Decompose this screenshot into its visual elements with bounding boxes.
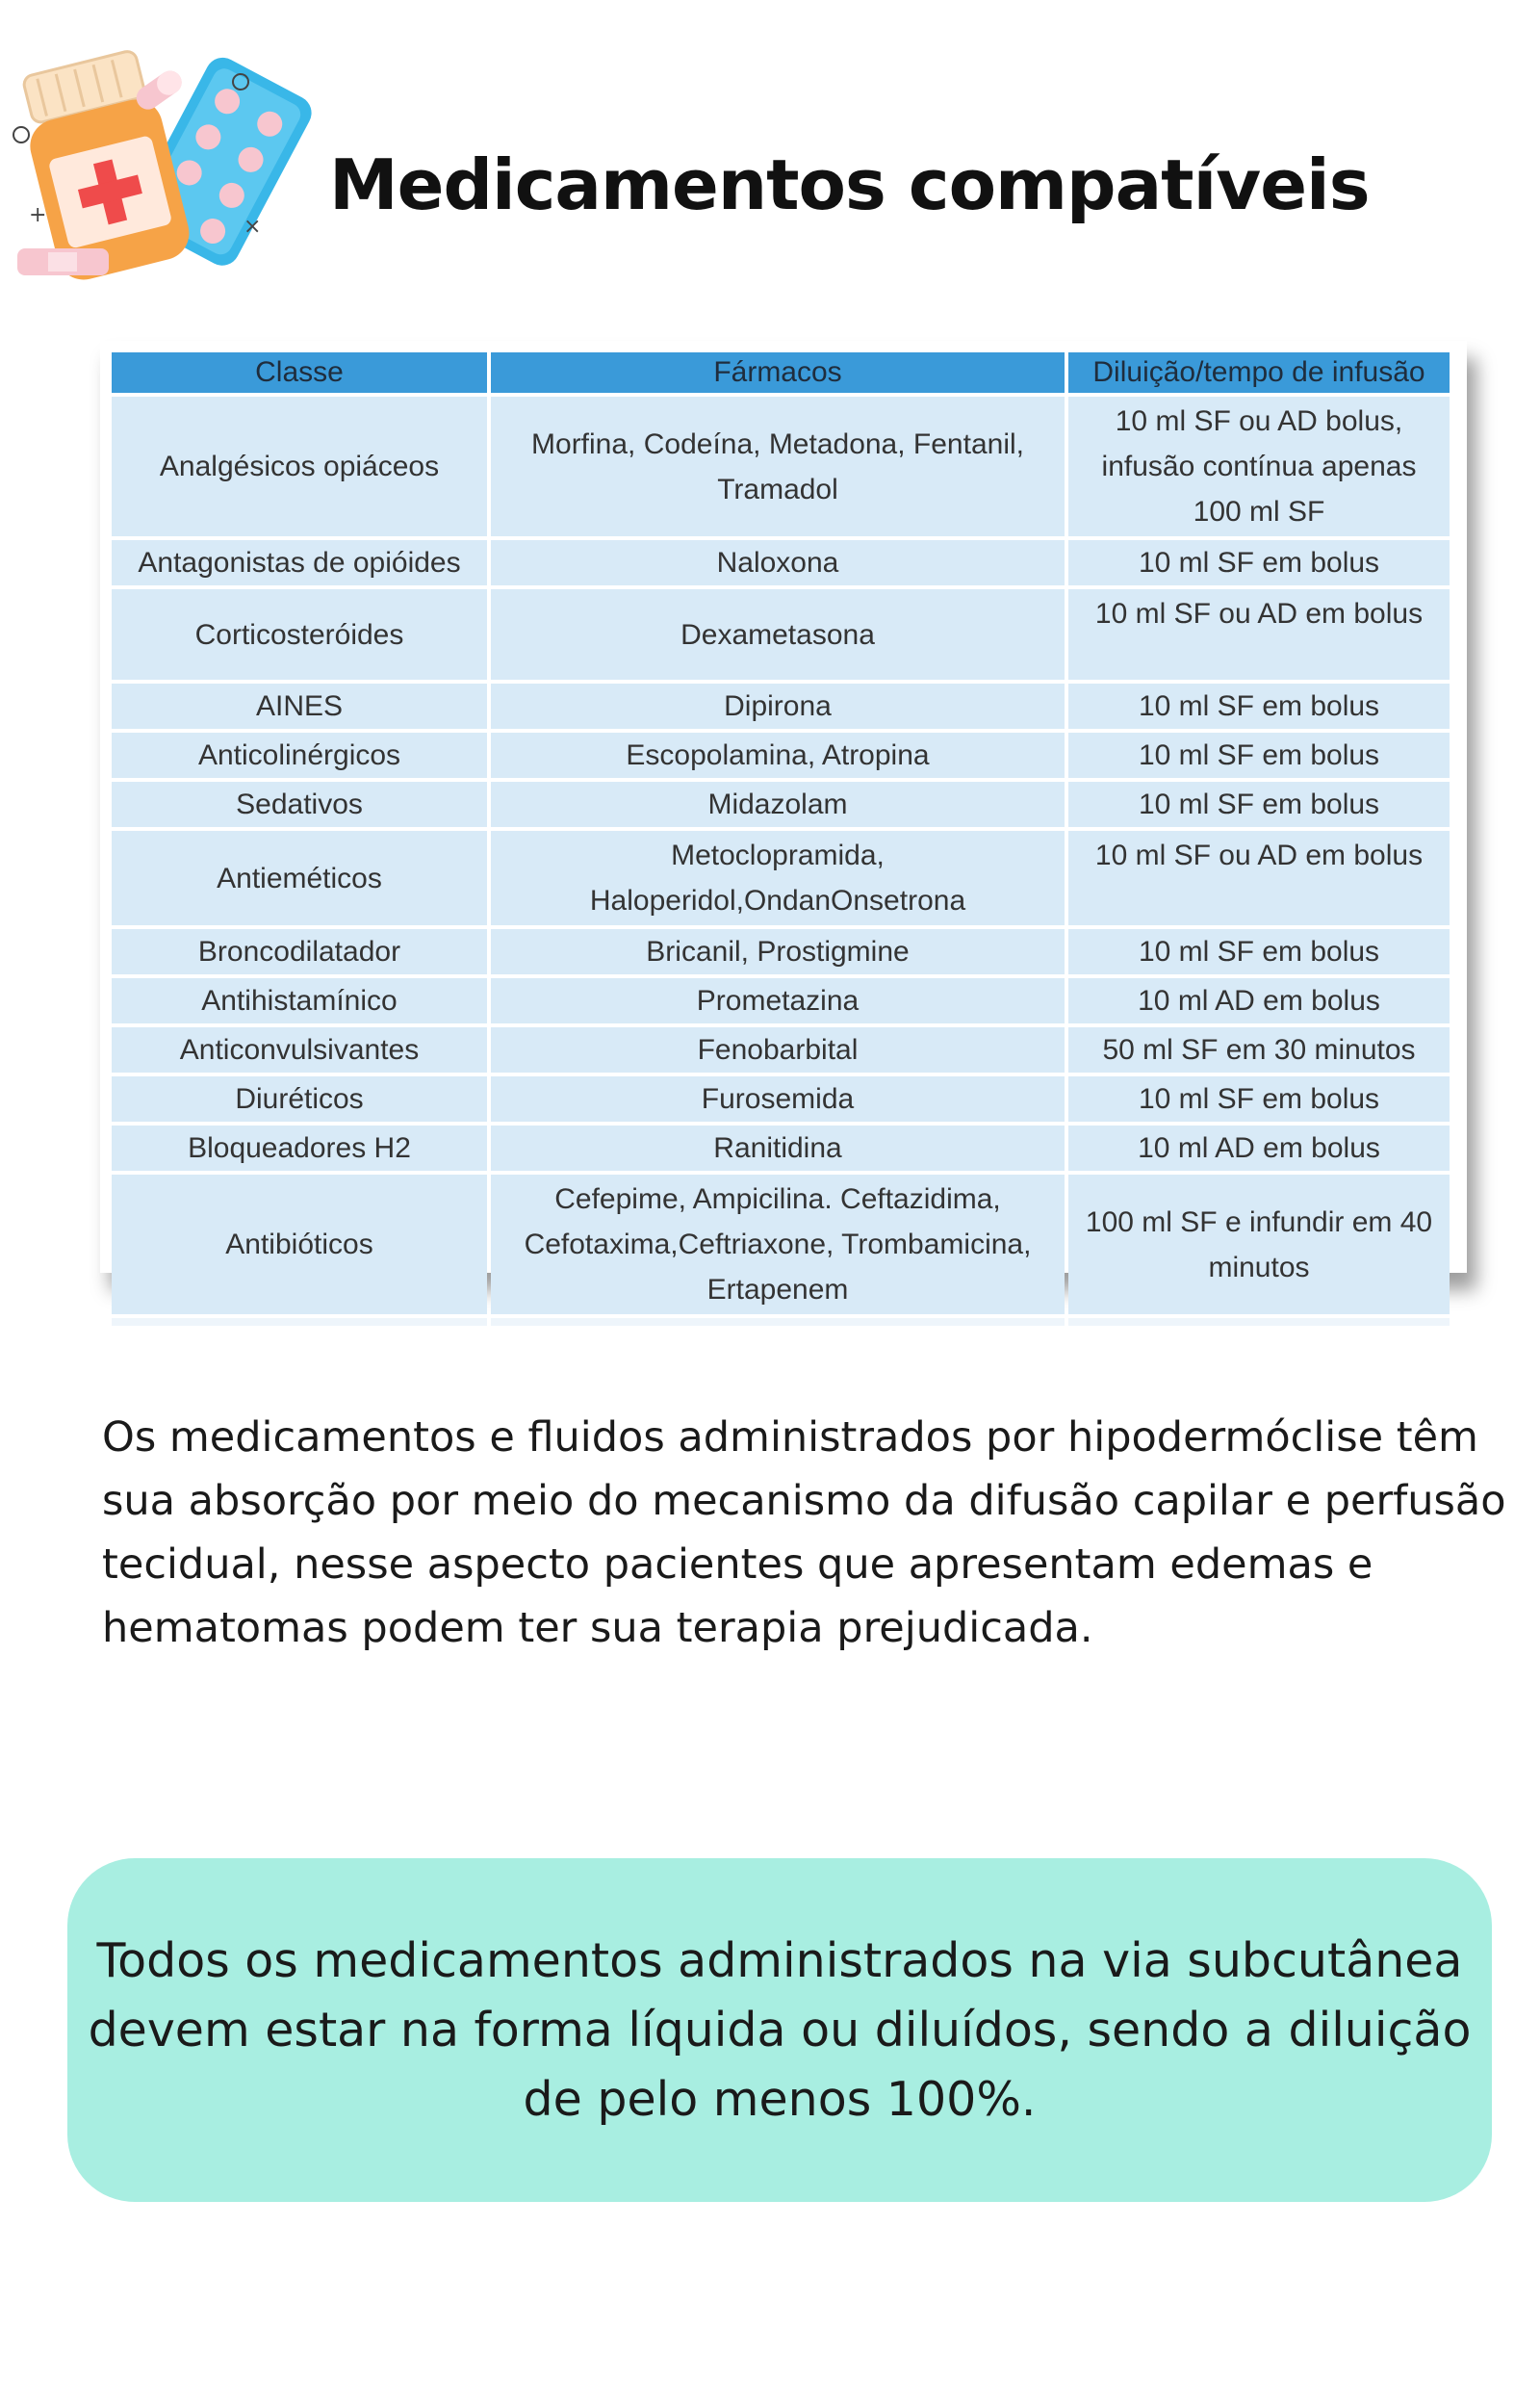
cell-farmacos: Escopolamina, Atropina [491,733,1065,778]
table-row [112,540,1450,585]
cell-classe: Antagonistas de opióides [112,540,487,585]
svg-text:×: × [244,215,262,239]
cell-diluicao: 10 ml AD em bolus [1068,1126,1450,1171]
table-row [112,1175,1450,1314]
table-row [112,978,1450,1023]
table-row [112,684,1450,729]
body-paragraph: Os medicamentos e fluidos administrados por hipodermóclise têm sua absorção por meio do mecanismo da difusão capilar e perfusão tecidual, nesse aspecto pacientes que apresentam edemas e hematomas podem ter sua terapia prejudicada. [102,1413,1506,1652]
cell-farmacos: Furosemida [491,1076,1065,1122]
cell-diluicao: 10 ml SF em bolus [1068,540,1450,585]
table-row [112,397,1450,536]
cell-farmacos: Dipirona [491,684,1065,729]
table-row [112,782,1450,827]
footer-cell [491,1318,1065,1326]
cell-classe: Anticonvulsivantes [112,1027,487,1073]
table-row [112,831,1450,925]
table-row [112,589,1450,680]
table-row [112,733,1450,778]
cell-farmacos: Fenobarbital [491,1027,1065,1073]
table-row [112,1027,1450,1073]
medicine-illustration [0,29,318,289]
table-row [112,1126,1450,1171]
compatibility-table-card [100,341,1467,1306]
table-row [112,929,1450,974]
cell-farmacos: Ranitidina [491,1126,1065,1171]
table-footer-row [112,1318,1450,1326]
cell-classe: Antieméticos [112,831,487,925]
compatibility-table [108,349,1453,1330]
cell-diluicao: 10 ml AD em bolus [1068,978,1450,1023]
bandage-icon [17,248,109,275]
cell-diluicao: 100 ml SF e infundir em 40 minutos [1068,1175,1450,1314]
cell-diluicao: 10 ml SF ou AD em bolus [1068,831,1450,925]
cell-farmacos: Cefepime, Ampicilina. Ceftazidima, Cefotaxima,Ceftriaxone, Trombamicina, Ertapenem [491,1175,1065,1314]
cell-classe: Bloqueadores H2 [112,1126,487,1171]
cell-diluicao: 10 ml SF em bolus [1068,782,1450,827]
cell-diluicao: 10 ml SF em bolus [1068,929,1450,974]
cell-classe: Corticosteróides [112,589,487,680]
header-diluicao: Diluição/tempo de infusão [1068,352,1450,393]
cell-farmacos: Bricanil, Prostigmine [491,929,1065,974]
header-classe: Classe [112,352,487,393]
cell-classe: Antibióticos [112,1175,487,1314]
cell-diluicao: 10 ml SF ou AD em bolus [1068,589,1450,680]
page-title: Medicamentos compatíveis [329,144,1370,225]
cell-farmacos: Dexametasona [491,589,1065,680]
cell-classe: Broncodilatador [112,929,487,974]
footer-cell [1068,1318,1450,1326]
highlight-note-text: Todos os medicamentos administrados na via subcutânea devem estar na forma líquida ou diluídos, sendo a diluição de pelo menos 100%. [88,1932,1472,2127]
cell-farmacos: Morfina, Codeína, Metadona, Fentanil, Tramadol [491,397,1065,536]
cell-farmacos: Naloxona [491,540,1065,585]
cell-classe: Sedativos [112,782,487,827]
cell-classe: AINES [112,684,487,729]
cell-classe: Anticolinérgicos [112,733,487,778]
footer-cell [112,1318,487,1326]
cell-classe: Antihistamínico [112,978,487,1023]
cell-diluicao: 10 ml SF em bolus [1068,684,1450,729]
cell-diluicao: 50 ml SF em 30 minutos [1068,1027,1450,1073]
cell-classe: Analgésicos opiáceos [112,397,487,536]
cell-farmacos: Midazolam [491,782,1065,827]
header-farmacos: Fármacos [491,352,1065,393]
cell-farmacos: Metoclopramida, Haloperidol,OndanOnsetrona [491,831,1065,925]
cell-diluicao: 10 ml SF em bolus [1068,1076,1450,1122]
cell-classe: Diuréticos [112,1076,487,1122]
highlight-note-box [67,1858,1492,2202]
table-row [112,1076,1450,1122]
cell-diluicao: 10 ml SF ou AD bolus, infusão contínua apenas 100 ml SF [1068,397,1450,536]
cell-diluicao: 10 ml SF em bolus [1068,733,1450,778]
cell-farmacos: Prometazina [491,978,1065,1023]
svg-text:+: + [29,203,47,227]
table-header-row [112,352,1450,393]
